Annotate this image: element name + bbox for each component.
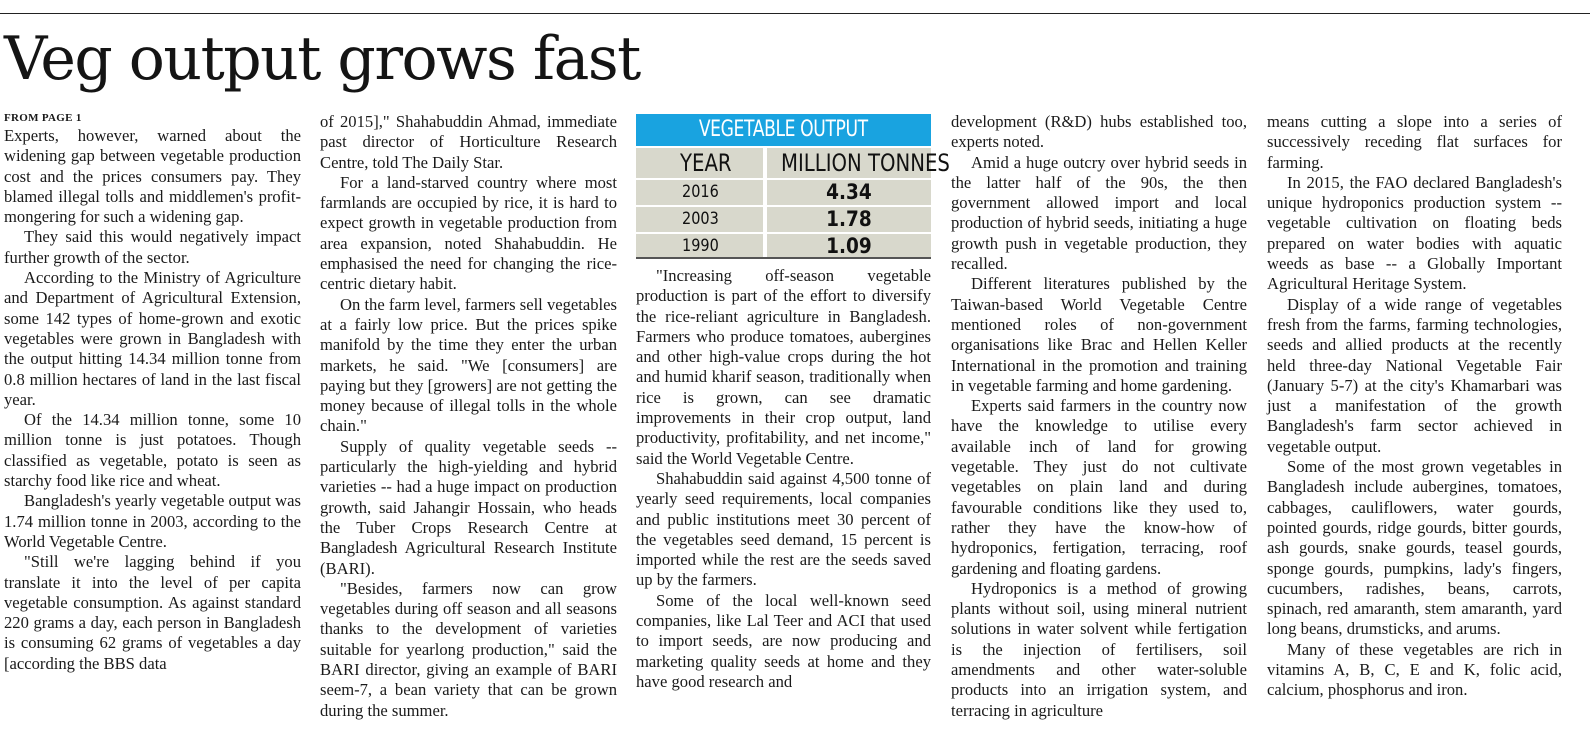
- paragraph: Many of these vegetables are rich in vitamins A, B, C, E and K, folic acid, calcium, phosphorus and iron.: [1267, 639, 1562, 700]
- paragraph: Some of the most grown vegetables in Bangladesh include aubergines, tomatoes, cabbages, cauliflowers, water gourds, pointed gourds, ridge gourds, bitter gourds, ash gourds, snake gourds, teasel gourds, sponge gourds, pumpkins, lady's fingers, cucumbers, radishes, beans, carrots, spinach, red amaranth, stem amaranth, yard long beans, drumsticks, and arums.: [1267, 457, 1562, 639]
- paragraph: of 2015]," Shahabuddin Ahmad, immediate past director of Horticulture Research Centre, told The Daily Star.: [320, 112, 617, 172]
- paragraph: For a land-starved country where most farmlands are occupied by rice, it is hard to expect growth in vegetable production from area expansion, noted Shahabuddin. He emphasised the need for changing the rice-centric dietary habit.: [320, 172, 617, 294]
- paragraph: "Increasing off-season vegetable production is part of the effort to diversify the rice-reliant agriculture in Bangladesh. Farmers who produce tomatoes, aubergines and other high-value crops during the hot and humid kharif season, traditionally when rice is grown, can see dramatic improvements in their crop output, land productivity, profitability, and net income," said the World Vegetable Centre.: [636, 266, 931, 468]
- paragraph: Different literatures published by the Taiwan-based World Vegetable Centre mentioned roles of non-government organisations like Brac and Hellen Keller International in the promotion and training in vegetable farming and home gardening.: [951, 274, 1247, 395]
- article-column-2: [320, 112, 617, 721]
- paragraph: In 2015, the FAO declared Bangladesh's unique hydroponics production system -- vegetable cultivation on floating beds prepared on water bodies with aquatic weeds as base -- a Globally Important Agricultural Heritage System.: [1267, 172, 1562, 294]
- paragraph: Supply of quality vegetable seeds -- particularly the high-yielding and hybrid varieties -- had a huge impact on production growth, said Jahangir Hossain, who heads the Tuber Crops Research Centre at Bangladesh Agricultural Research Institute (BARI).: [320, 436, 617, 578]
- kicker-from-page: FROM PAGE 1: [4, 112, 82, 124]
- paragraph: Hydroponics is a method of growing plants without soil, using mineral nutrient solutions in water solvent while fertigation is the injection of fertilisers, soil amendments and other water-soluble products into an irrigation system, and terracing in agriculture: [951, 578, 1247, 720]
- table-cell-value: 1.78: [826, 207, 872, 231]
- paragraph: On the farm level, farmers sell vegetables at a fairly low price. But the prices spike manifold by the time they enter the urban markets, he said. "We [consumers] are paying but they [growers] are not getting the money because of illegal tolls in the whole chain.": [320, 294, 617, 436]
- paragraph: "Besides, farmers now can grow vegetables during off season and all seasons thanks to the development of varieties suitable for yearlong production," said the BARI director, giving an example of BARI seem-7, a bean variety that can be grown during the summer.: [320, 578, 617, 720]
- paragraph: Display of a wide range of vegetables fresh from the farms, farming technologies, seeds and allied products at the recently held three-day National Vegetable Fair (January 5-7) at the city's Khamarbari was just a manifestation of the growth Bangladesh's farm sector achieved in vegetable output.: [1267, 294, 1562, 456]
- paragraph: "Still we're lagging behind if you translate it into the level of per capita vegetable consumption. As against standard 220 grams a day, each person in Bangladesh is consuming 62 grams of vegetables a day [according the BBS data: [4, 552, 301, 673]
- paragraph: development (R&D) hubs established too, experts noted.: [951, 112, 1247, 152]
- table-row: [636, 207, 931, 232]
- paragraph: Shahabuddin said against 4,500 tonne of yearly seed requirements, local companies and public institutions meet 30 percent of the vegetables seed demand, 15 percent is imported while the rest are the seeds saved up by the farmers.: [636, 468, 931, 590]
- article-column-5: [1267, 112, 1562, 701]
- article-column-1: [4, 112, 301, 674]
- paragraph: Of the 14.34 million tonne, some 10 million tonne is just potatoes. Though classified as vegetable, potato is seen as starchy food like rice and wheat.: [4, 410, 301, 491]
- top-rule: [0, 13, 1590, 14]
- table-row: [636, 180, 931, 205]
- table-header-million-tonnes: MILLION TONNES: [781, 149, 950, 177]
- table-title: VEGETABLE OUTPUT: [636, 114, 931, 146]
- table-cell-year: 1990: [682, 236, 719, 256]
- headline: Veg output grows fast: [4, 24, 640, 94]
- paragraph: Bangladesh's yearly vegetable output was 1.74 million tonne in 2003, according to the World Vegetable Centre.: [4, 491, 301, 551]
- table-row: [636, 234, 931, 259]
- paragraph: Amid a huge outcry over hybrid seeds in the latter half of the 90s, the then government allowed import and local production of hybrid seeds, initiating a huge growth push in vegetable production, they recalled.: [951, 152, 1247, 274]
- paragraph: Experts, however, warned about the widening gap between vegetable production cost and the prices consumers pay. They blamed illegal tolls and middlemen's profit-mongering for such a widening gap.: [4, 126, 301, 227]
- paragraph: means cutting a slope into a series of successively receding flat surfaces for farming.: [1267, 112, 1562, 172]
- paragraph: They said this would negatively impact further growth of the sector.: [4, 227, 301, 267]
- table-cell-year: 2003: [682, 209, 719, 229]
- table-bottom-rule: [636, 257, 931, 259]
- table-cell-value: 4.34: [826, 180, 872, 204]
- paragraph: According to the Ministry of Agriculture and Department of Agricultural Extension, some 142 types of home-grown and exotic vegetables were grown in Bangladesh with the output hitting 14.34 million tonne from 0.8 million hectares of land in the last fiscal year.: [4, 268, 301, 409]
- article-column-4: [951, 112, 1247, 721]
- paragraph: Experts said farmers in the country now have the knowledge to utilise every available inch of land for growing vegetable. They just do not cultivate vegetables on plain land and during favourable conditions like they used to, rather they have the know-how of hydroponics, fertigation, terracing, roof gardening and floating gardens.: [951, 396, 1247, 578]
- vegetable-output-table: [636, 114, 950, 259]
- table-cell-year: 2016: [682, 182, 719, 202]
- paragraph: Some of the local well-known seed companies, like Lal Teer and ACI that used to import seeds, are now producing and marketing quality seeds at home and they have good research and: [636, 590, 931, 691]
- table-header-year: YEAR: [680, 149, 732, 177]
- article-column-3: [636, 266, 931, 692]
- table-cell-value: 1.09: [826, 234, 872, 258]
- table-header-row: [636, 148, 950, 178]
